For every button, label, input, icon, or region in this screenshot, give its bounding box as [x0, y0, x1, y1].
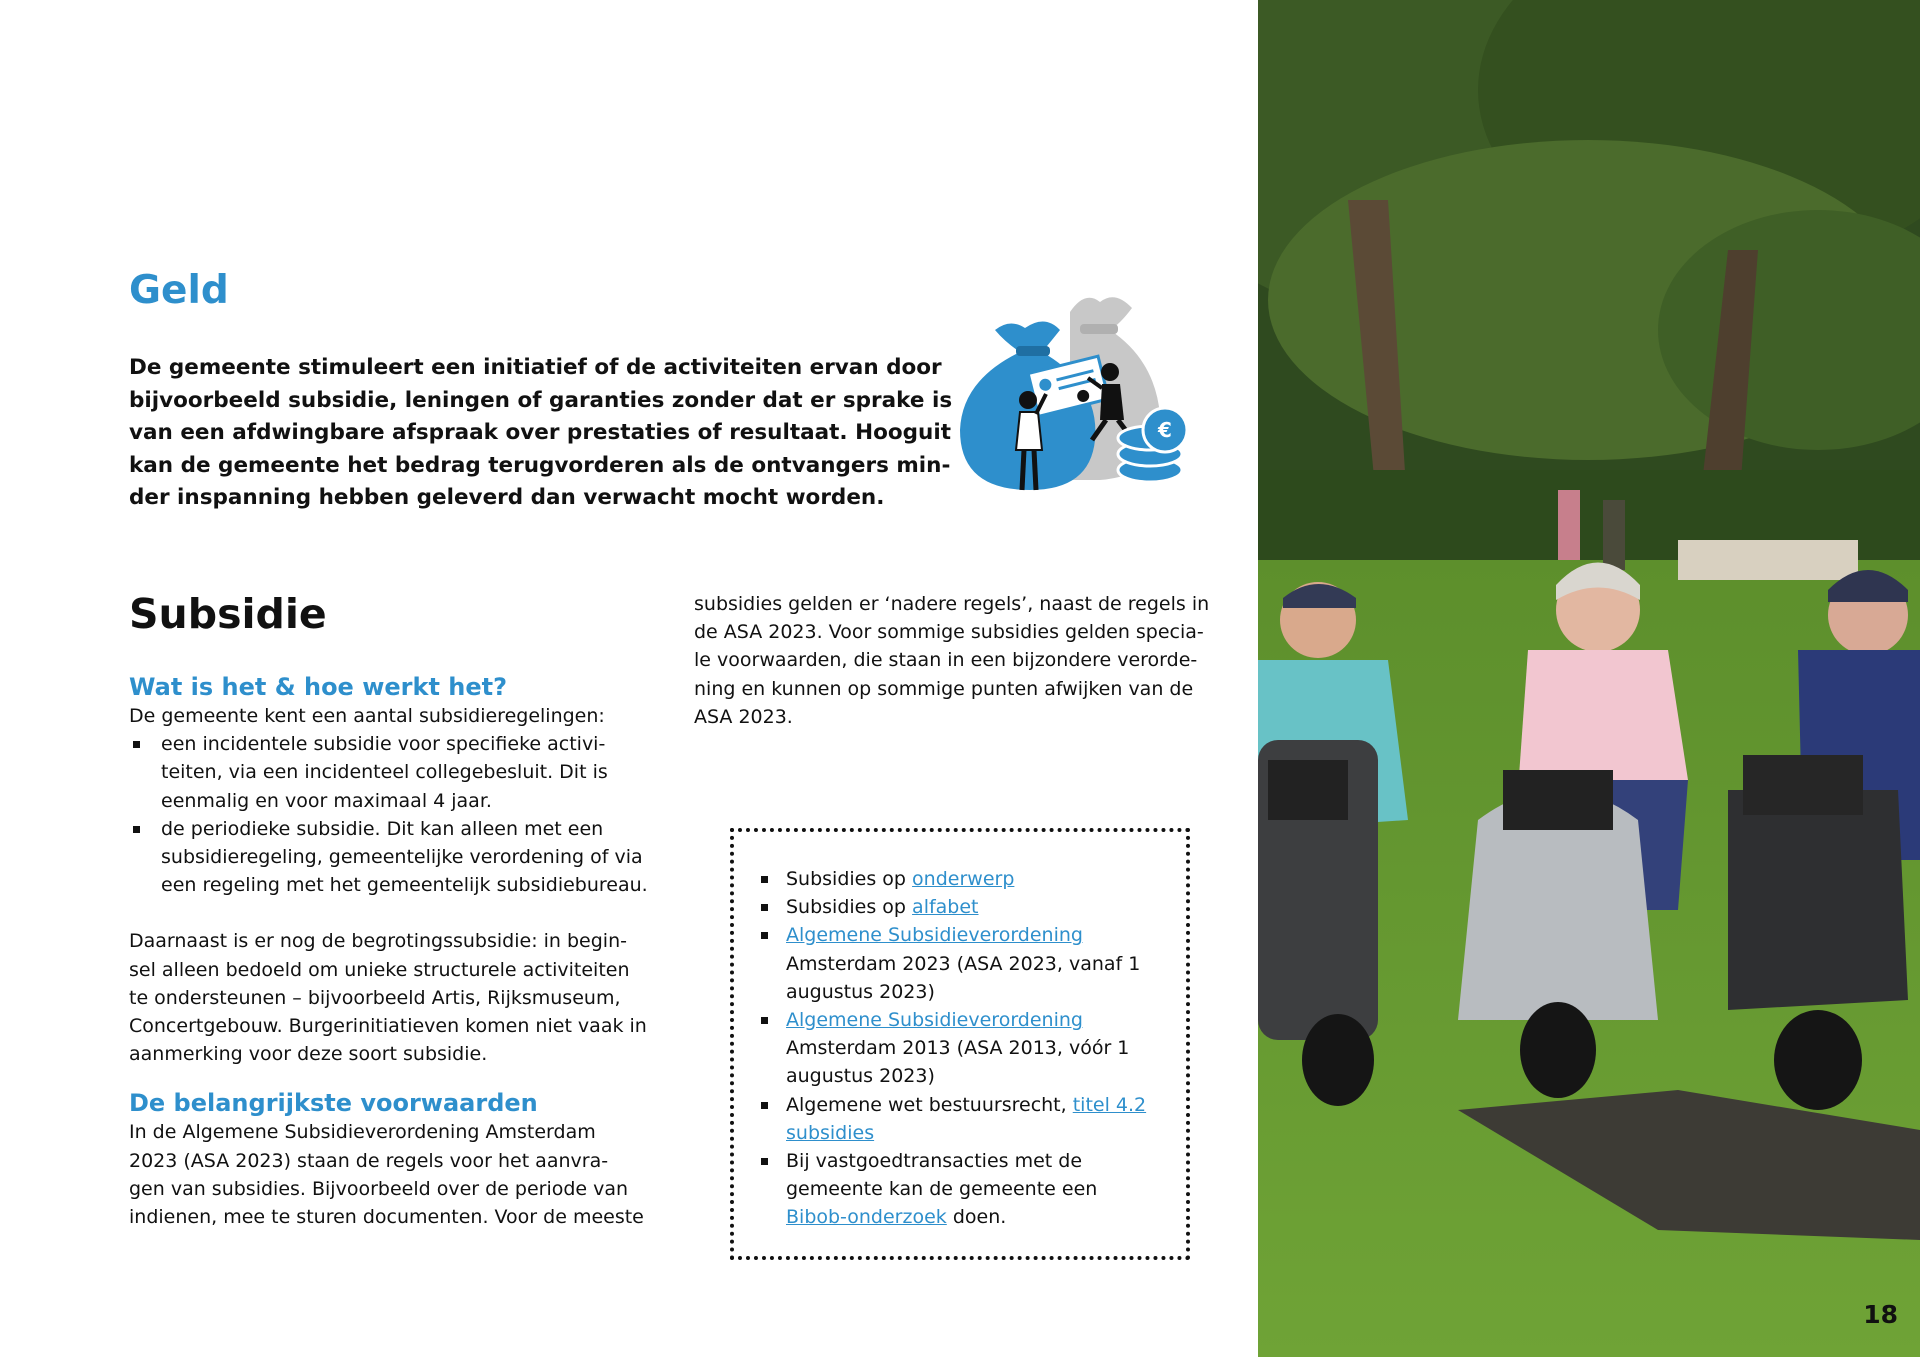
list-line: teiten, via een incidenteel collegebesluit. Dit is — [161, 761, 608, 784]
paragraph-line: te ondersteunen – bijvoorbeeld Artis, Rijksmuseum, — [129, 986, 621, 1009]
list-line: een regeling met het gemeentelijk subsidiebureau. — [161, 874, 648, 897]
right-column — [694, 590, 1234, 731]
left-column — [129, 672, 669, 1231]
paragraph-line: indienen, mee te sturen documenten. Voor de meeste — [129, 1206, 644, 1229]
page-number: 18 — [1863, 1300, 1898, 1329]
list-line: Amsterdam 2013 (ASA 2013, vóór 1 — [786, 1037, 1130, 1060]
paragraph-line: 2023 (ASA 2023) staan de regels voor het aanvra- — [129, 1149, 609, 1172]
park-photo — [1258, 0, 1920, 1357]
link-prefix: Algemene wet bestuursrecht, — [786, 1093, 1073, 1116]
list-line: augustus 2023) — [786, 980, 935, 1003]
paragraph-line: le voorwaarden, die staan in een bijzondere verorde- — [694, 649, 1198, 672]
svg-text:€: € — [1158, 418, 1172, 442]
geld-intro — [129, 352, 953, 515]
paragraph-line: subsidies gelden er ‘nadere regels’, naast de regels in — [694, 593, 1210, 615]
wat-intro: De gemeente kent een aantal subsidieregelingen: — [129, 705, 605, 727]
list-line: Bij vastgoedtransacties met de — [786, 1150, 1083, 1173]
list-item — [754, 893, 1146, 921]
subsidies-link[interactable]: subsidies — [786, 1121, 875, 1144]
link-prefix: Subsidies op — [786, 868, 913, 890]
paragraph-line: Daarnaast is er nog de begrotingssubsidie: in begin- — [129, 930, 627, 953]
link-suffix: doen. — [946, 1206, 1007, 1229]
paragraph-line: aanmerking voor deze soort subsidie. — [129, 1043, 488, 1066]
links-box — [730, 828, 1190, 1260]
intro-line: kan de gemeente het bedrag terugvorderen als de ontvangers min- — [129, 452, 951, 478]
paragraph-line: ning en kunnen op sommige punten afwijken van de — [694, 677, 1194, 700]
links-list — [754, 865, 1146, 1232]
paragraph-line: ASA 2023. — [694, 705, 793, 728]
money-bags-illustration — [950, 290, 1210, 505]
geld-heading: Geld — [129, 268, 229, 313]
list-line: subsidieregeling, gemeentelijke verordening of via — [161, 846, 643, 869]
alfabet-link[interactable]: alfabet — [912, 896, 979, 919]
paragraph-line: gen van subsidies. Bijvoorbeeld over de periode van — [129, 1177, 629, 1200]
subsidie-heading: Subsidie — [129, 590, 327, 638]
list-item — [754, 921, 1146, 1006]
list-item — [754, 1091, 1146, 1147]
list-item — [754, 1006, 1146, 1091]
onderwerp-link[interactable]: onderwerp — [912, 868, 1015, 890]
link-prefix: Subsidies op — [786, 896, 913, 919]
list-item — [129, 730, 669, 815]
titel-4-2-link[interactable]: titel 4.2 — [1072, 1093, 1147, 1116]
paragraph-line: In de Algemene Subsidieverordening Amsterdam — [129, 1121, 596, 1144]
list-item — [754, 865, 1146, 893]
intro-line: bijvoorbeeld subsidie, leningen of garanties zonder dat er sprake is — [129, 387, 953, 413]
begroting-paragraph — [129, 927, 669, 1068]
mobility-scooter-photo — [1258, 0, 1920, 1357]
list-item — [754, 1147, 1146, 1232]
list-line: de periodieke subsidie. Dit kan alleen met een — [161, 817, 604, 840]
list-item — [129, 815, 669, 900]
paragraph-line: sel alleen bedoeld om unieke structurele activiteiten — [129, 958, 630, 981]
paragraph-line: de ASA 2023. Voor sommige subsidies gelden specia- — [694, 621, 1204, 644]
subsidy-types-list — [129, 730, 669, 899]
asa-2013-link[interactable]: Algemene Subsidieverordening — [786, 1009, 1083, 1032]
list-line: Amsterdam 2023 (ASA 2023, vanaf 1 — [786, 952, 1141, 975]
intro-line: van een afdwingbare afspraak over prestaties of resultaat. Hooguit — [129, 420, 951, 445]
intro-line: der inspanning hebben geleverd dan verwacht mocht worden. — [129, 485, 885, 510]
bibob-link[interactable]: Bibob-onderzoek — [786, 1206, 947, 1229]
list-line: gemeente kan de gemeente een — [786, 1178, 1098, 1201]
asa-2023-link[interactable]: Algemene Subsidieverordening — [786, 924, 1083, 947]
intro-line: De gemeente stimuleert een initiatief of de activiteiten ervan door — [129, 355, 942, 380]
list-line: een incidentele subsidie voor specifieke activi- — [161, 733, 606, 756]
list-line: eenmalig en voor maximaal 4 jaar. — [161, 789, 492, 812]
paragraph-line: Concertgebouw. Burgerinitiatieven komen niet vaak in — [129, 1015, 647, 1038]
list-line: augustus 2023) — [786, 1065, 935, 1088]
wat-heading: Wat is het & hoe werkt het? — [129, 673, 508, 701]
voorwaarden-paragraph — [129, 1118, 669, 1231]
voorwaarden-heading: De belangrijkste voorwaarden — [129, 1089, 538, 1118]
